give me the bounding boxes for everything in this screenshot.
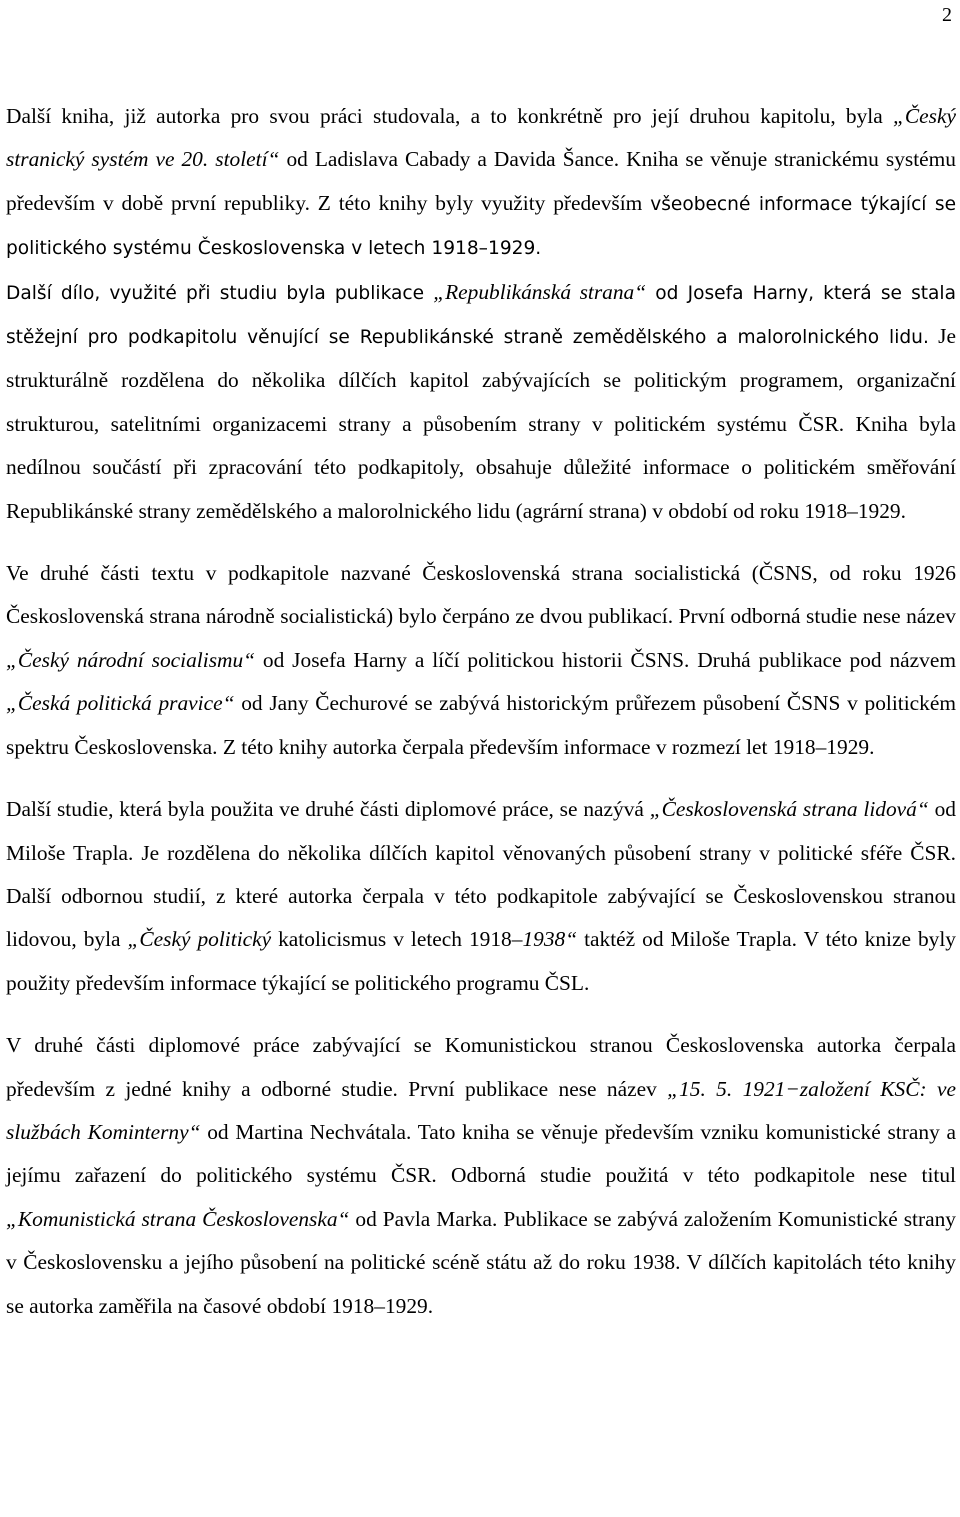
paragraph-2 bbox=[6, 271, 956, 533]
paragraph-text: od Martina Nechvátala. Tato kniha se věnuje především vzniku komunistické strany a jejímu zařazení do politického systému ČSR. Odborná studie použitá v této podkapitole nese titul bbox=[6, 1119, 956, 1188]
book-title: „Český stranický systém ve 20. století“ bbox=[6, 104, 956, 172]
paragraph-text: Ve druhé části textu v podkapitole nazvané Československá strana socialistická (ČSNS, od roku 1926 Československá strana národně socialistická) bylo čerpáno ze dvou publikací. První odborná studie nese název bbox=[6, 561, 956, 629]
paragraph-3 bbox=[6, 552, 956, 769]
paragraph-text: Další kniha, již autorka pro svou práci studovala, a to konkrétně pro její druhou kapitolu, byla bbox=[6, 104, 894, 128]
book-title: „Republikánská strana“ bbox=[433, 279, 647, 304]
book-title: 1938“ bbox=[522, 927, 578, 952]
paragraph-text: taktéž od Miloše Trapla. V této knize byly použity především informace týkající se politického programu ČSL. bbox=[6, 927, 957, 995]
book-title: „Československá strana lidová“ bbox=[649, 797, 929, 822]
paragraph-text: V druhé části diplomové práce zabývající se Komunistickou stranou Československa autorka čerpala především z jedné knihy a odborné studie. První publikace nese název bbox=[6, 1033, 956, 1101]
paragraph-text: od Ladislava Cabady a Davida Šance. Kniha se věnuje stranickému systému především v době první republiky. Z této knihy byly využity především bbox=[6, 147, 956, 215]
book-title: „Česká politická pravice“ bbox=[6, 691, 235, 716]
paragraph-4 bbox=[6, 788, 956, 1005]
paragraph-text: od Jany Čechurové se zabývá historickým průřezem působení ČSNS v politickém spektru Československa. Z této knihy autorka čerpala především informace v rozmezí let 1918–1929. bbox=[6, 691, 956, 759]
paragraph-text: od Pavla Marka. Publikace se zabývá založením Komunistické strany v Československu a jejího působení na politické scéně státu až do roku 1938. V dílčích kapitolách této knihy se autorka zaměřila na časové období 1918–1929. bbox=[6, 1206, 956, 1318]
paragraph-text: Je strukturálně rozdělena do několika dílčích kapitol zabývajících se politickým programem, organizační strukturou, satelitními organizacemi strany a působením strany v politickém systému ČSR. Kniha byla nedílnou součástí při zpracování této podkapitoly, obsahuje důležité informace o politickém směřování Republikánské strany zemědělského a malorolnického lidu (agrární strana) v období od roku 1918–1929. bbox=[6, 324, 956, 523]
paragraph-text: všeobecné informace týkající se politického systému Československa v letech 1918–1929. bbox=[6, 193, 957, 260]
paragraph-text: Další studie, která byla použita ve druhé části diplomové práce, se nazývá bbox=[6, 797, 650, 822]
paragraph-1 bbox=[6, 95, 956, 271]
paragraph-5 bbox=[6, 1024, 956, 1328]
book-title: „Komunistická strana Československa“ bbox=[6, 1206, 350, 1231]
page-number: 2 bbox=[942, 4, 952, 26]
paragraph-text: od Josefa Harny, která se stala stěžejní pro podkapitolu věnující se Republikánské straně zemědělského a malorolnického lidu. bbox=[6, 282, 956, 349]
paragraph-text: Další dílo, využité při studiu byla publikace bbox=[6, 282, 434, 304]
book-title: „Český politický bbox=[127, 927, 272, 952]
paragraph-text: od Miloše Trapla. Je rozdělena do několika dílčích kapitol věnovaných působení strany v politické sféře ČSR. Další odbornou studií, z které autorka čerpala v této podkapitole zabývající se Československou stranou lidovou, byla bbox=[6, 797, 956, 952]
book-title: „15. 5. 1921−založení KSČ: ve službách Kominterny“ bbox=[6, 1076, 956, 1144]
book-title: „Český národní socialismu“ bbox=[6, 647, 256, 672]
paragraph-text: od Josefa Harny a líčí politickou historii ČSNS. Druhá publikace pod názvem bbox=[255, 647, 956, 672]
paragraph-text: katolicismus v letech 1918– bbox=[271, 927, 523, 952]
document-body bbox=[6, 95, 956, 1347]
